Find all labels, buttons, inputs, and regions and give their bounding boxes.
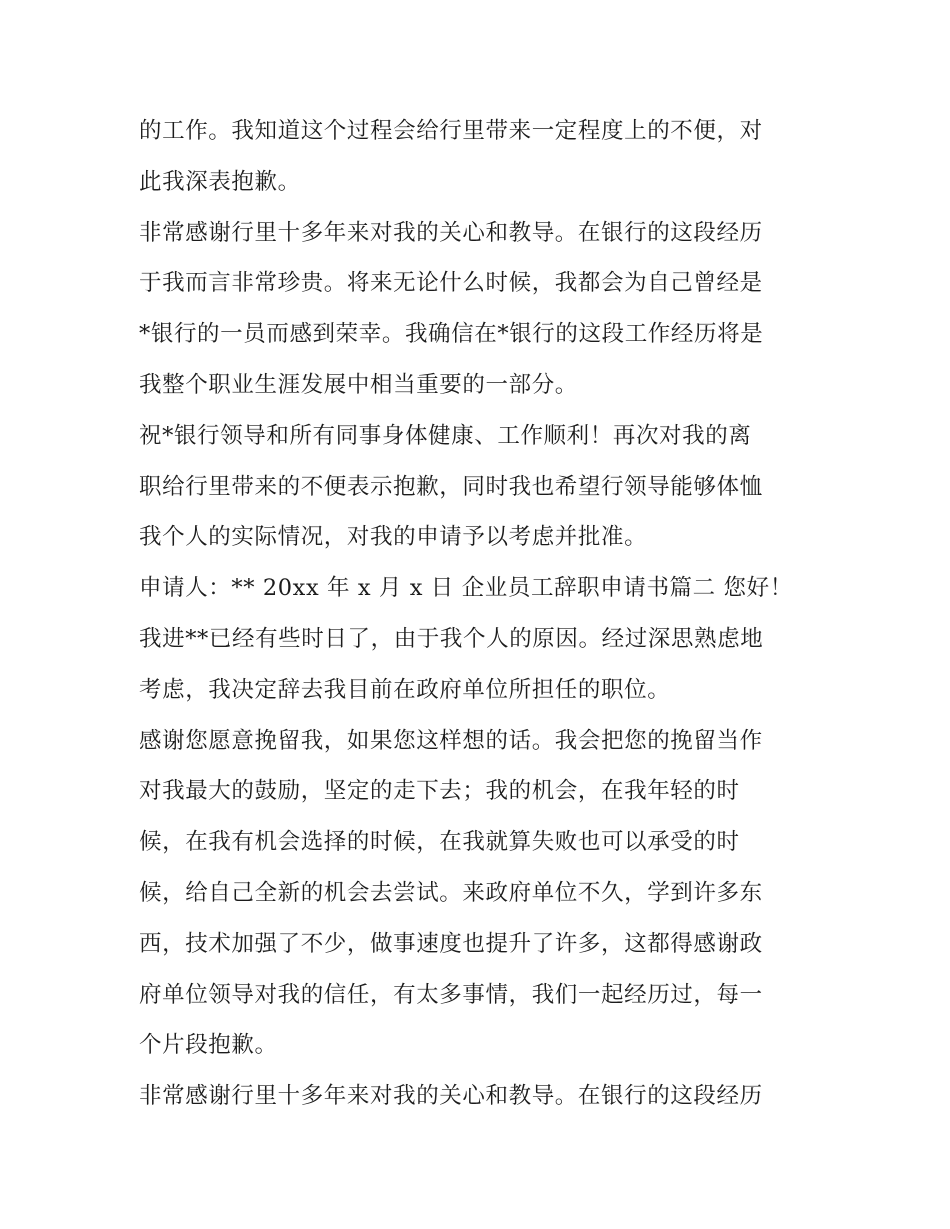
text-line: 我整个职业生涯发展中相当重要的一部分。 — [139, 371, 578, 398]
text-line: 个片段抱歉。 — [139, 1032, 278, 1059]
text-line: 府单位领导对我的信任，有太多事情，我们一起经历过，每一 — [139, 981, 763, 1008]
text-line: 申请人：** 20xx 年 x 月 x 日 企业员工辞职申请书篇二 您好！ — [139, 575, 793, 602]
text-line: 候，在我有机会选择的时候，在我就算失败也可以承受的时 — [139, 829, 740, 856]
text-line: 对我最大的鼓励，坚定的走下去；我的机会，在我年轻的时 — [139, 778, 740, 805]
text-line: *银行的一员而感到荣幸。我确信在*银行的这段工作经历将是 — [139, 321, 764, 348]
document-body — [139, 106, 819, 1122]
text-line: 考虑，我决定辞去我目前在政府单位所担任的职位。 — [139, 676, 671, 703]
text-line: 我个人的实际情况，对我的申请予以考虑并批准。 — [139, 524, 648, 551]
text-line: 候，给自己全新的机会去尝试。来政府单位不久，学到许多东 — [139, 879, 763, 906]
text-line: 职给行里带来的不便表示抱歉，同时我也希望行领导能够体恤 — [139, 473, 763, 500]
text-line: 感谢您愿意挽留我，如果您这样想的话。我会把您的挽留当作 — [139, 727, 763, 754]
text-line: 西，技术加强了不少，做事速度也提升了许多，这都得感谢政 — [139, 930, 763, 957]
text-line: 我进**已经有些时日了，由于我个人的原因。经过深思熟虑地 — [139, 625, 764, 652]
text-line: 非常感谢行里十多年来对我的关心和教导。在银行的这段经历 — [139, 1083, 763, 1110]
text-line: 于我而言非常珍贵。将来无论什么时候，我都会为自己曾经是 — [139, 270, 763, 297]
text-line: 的工作。我知道这个过程会给行里带来一定程度上的不便，对 — [139, 118, 763, 144]
text-line: 祝*银行领导和所有同事身体健康、工作顺利！再次对我的离 — [139, 422, 752, 449]
text-line: 此我深表抱歉。 — [139, 168, 301, 195]
text-line: 非常感谢行里十多年来对我的关心和教导。在银行的这段经历 — [139, 219, 763, 246]
